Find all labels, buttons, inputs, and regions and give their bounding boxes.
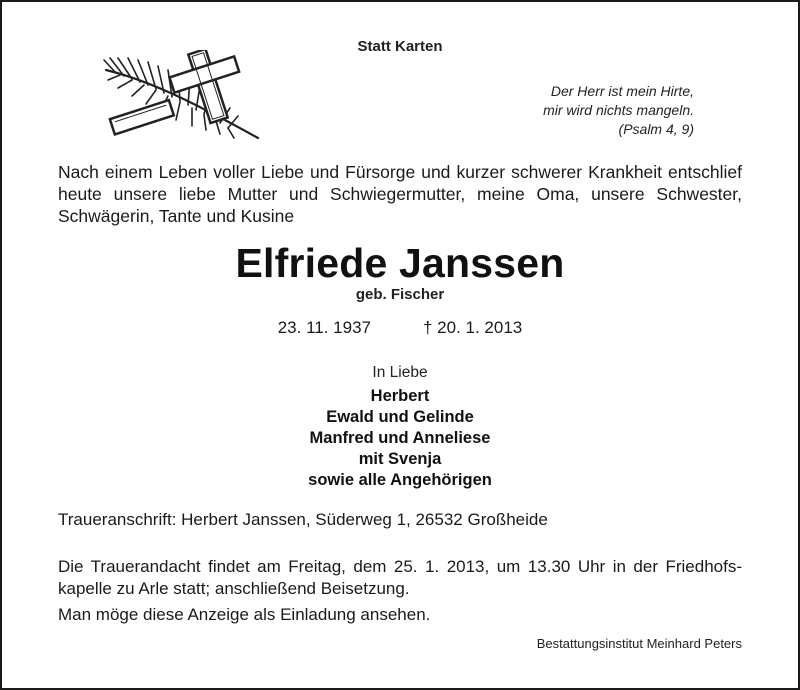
mourner-entry: Ewald und Gelinde	[326, 408, 474, 426]
psalm-line-1: Der Herr ist mein Hirte,	[550, 83, 694, 99]
mourner-entry: Herbert	[370, 387, 430, 405]
birth-name: geb. Fischer	[355, 286, 445, 303]
service-line-1: Die Trauerandacht findet am Freitag, dem 25. 1. 2013, um 13.30 Uhr in der Friedhofs-	[58, 557, 742, 576]
mourner-entry: mit Svenja	[358, 450, 442, 468]
in-love-label: In Liebe	[372, 364, 428, 381]
mourning-address: Traueranschrift: Herbert Janssen, Süderweg 1, 26532 Großheide	[58, 510, 548, 529]
psalm-reference: (Psalm 4, 9)	[618, 121, 694, 137]
birth-date: 23. 11. 1937	[277, 318, 371, 337]
death-date: † 20. 1. 2013	[423, 318, 523, 337]
deceased-name: Elfriede Janssen	[235, 240, 565, 286]
undertaker-credit: Bestattungsinstitut Meinhard Peters	[536, 636, 742, 651]
mourner-entry: Manfred und Anneliese	[309, 429, 491, 447]
cross-with-palm-branch-icon	[98, 50, 263, 142]
header-statt-karten: Statt Karten	[357, 38, 443, 55]
service-line-2: kapelle zu Arle statt; anschließend Beisetzung.	[58, 579, 410, 598]
service-announcement	[58, 556, 742, 600]
psalm-quote	[480, 82, 694, 139]
mourner-entry: sowie alle Angehörigen	[308, 471, 492, 489]
intro-text: Nach einem Leben voller Liebe und Fürsorge und kurzer schwerer Krankheit entschlief heute unsere liebe Mutter und Schwiegermutter, meine Oma, unsere Schwester, Schwägerin, Tante und Kusine	[58, 162, 742, 226]
life-dates	[0, 318, 800, 338]
mourners-list	[0, 386, 800, 491]
psalm-line-2: mir wird nichts mangeln.	[543, 102, 694, 118]
invitation-note: Man möge diese Anzeige als Einladung ansehen.	[58, 605, 431, 624]
